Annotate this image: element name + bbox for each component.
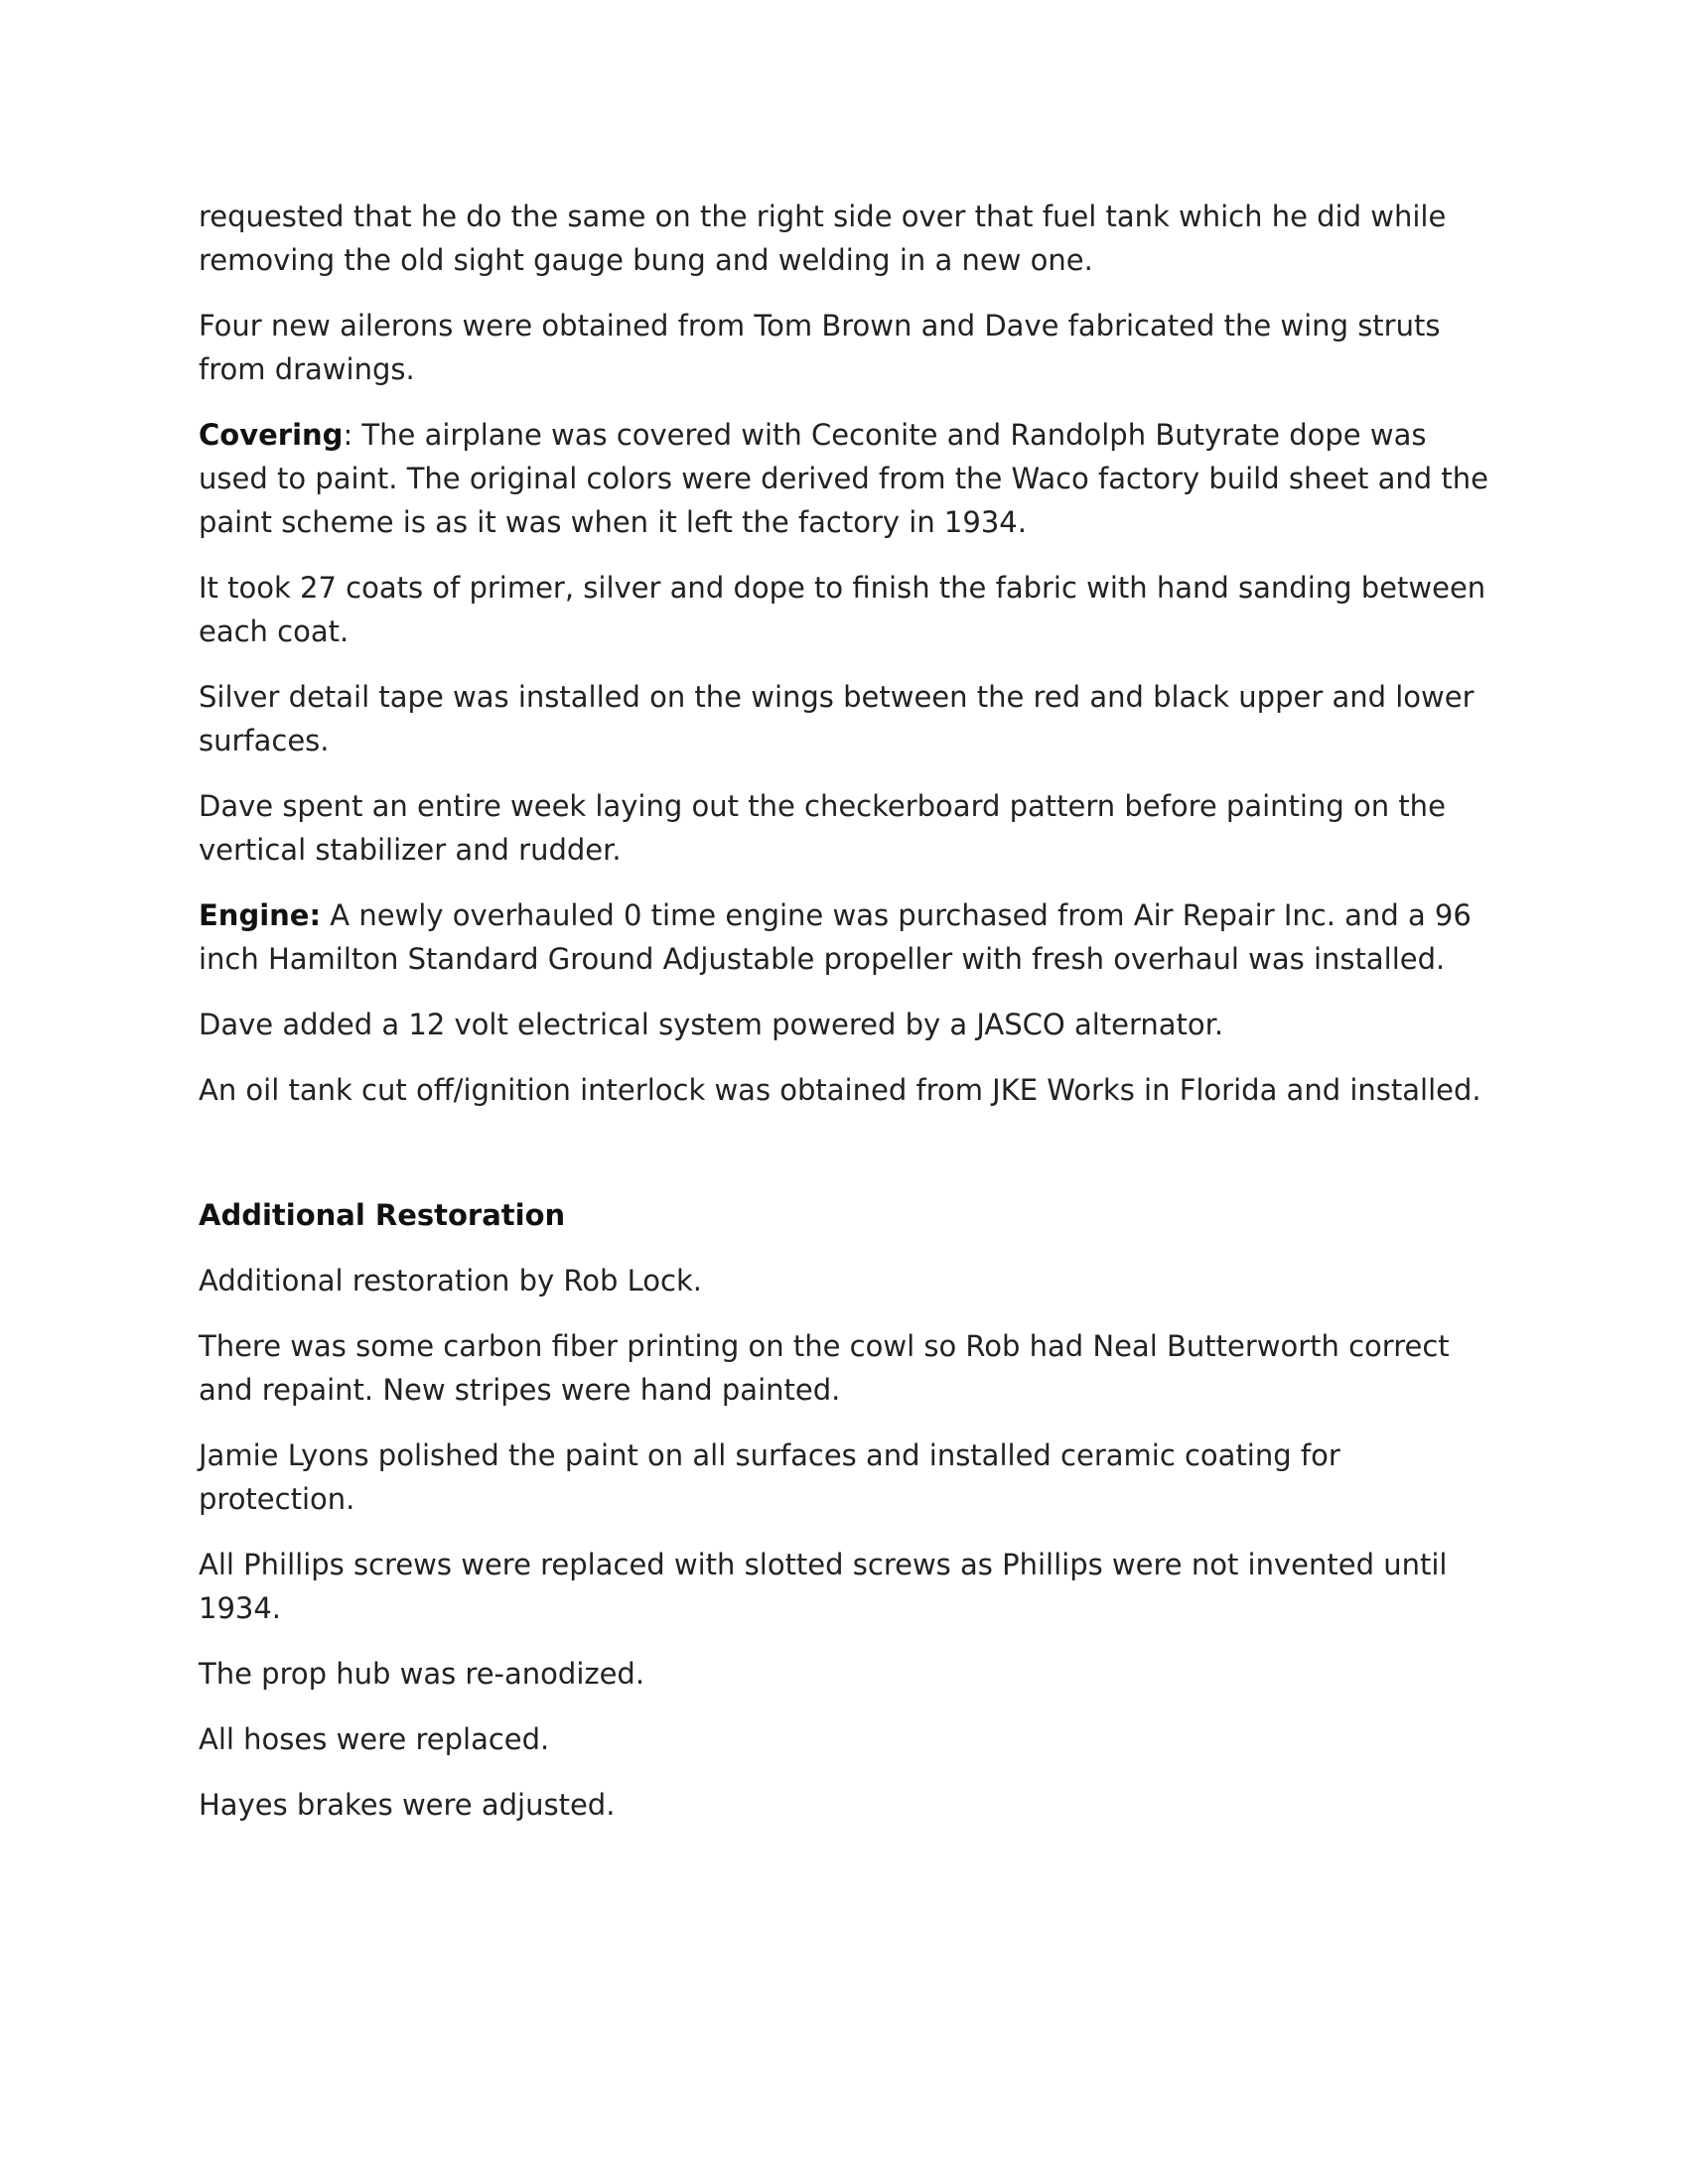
paragraph-polish: Jamie Lyons polished the paint on all surfaces and installed ceramic coating for protection. — [199, 1438, 1340, 1516]
paragraph-checkerboard: Dave spent an entire week laying out the checkerboard pattern before painting on the vertical stabilizer and rudder. — [199, 789, 1446, 867]
paragraph-brakes: Hayes brakes were adjusted. — [199, 1788, 616, 1822]
paragraph-rob-lock: Additional restoration by Rob Lock. — [199, 1264, 702, 1297]
paragraph-detail-tape: Silver detail tape was installed on the wings between the red and black upper and lower surfaces. — [199, 680, 1475, 757]
covering-text: : The airplane was covered with Ceconite and Randolph Butyrate dope was used to paint. The original colors were derived from the Waco factory build sheet and the paint scheme is as it was when it left the factory in 1934. — [199, 418, 1488, 539]
document-body — [199, 195, 1489, 1848]
paragraph-fuel-tank: requested that he do the same on the right side over that fuel tank which he did while removing the old sight gauge bung and welding in a new one. — [199, 200, 1447, 277]
paragraph-prop-hub: The prop hub was re-anodized. — [199, 1657, 645, 1691]
covering-label: Covering — [199, 418, 344, 452]
paragraph-coats: It took 27 coats of primer, silver and dope to finish the fabric with hand sanding between each coat. — [199, 571, 1486, 648]
paragraph-electrical: Dave added a 12 volt electrical system powered by a JASCO alternator. — [199, 1008, 1224, 1041]
paragraph-hoses: All hoses were replaced. — [199, 1722, 550, 1756]
section-heading-additional-restoration: Additional Restoration — [199, 1198, 566, 1232]
paragraph-engine — [199, 893, 1489, 981]
paragraph-cowl: There was some carbon fiber printing on the cowl so Rob had Neal Butterworth correct and repaint. New stripes were hand painted. — [199, 1329, 1450, 1407]
paragraph-screws: All Phillips screws were replaced with slotted screws as Phillips were not invented until 1934. — [199, 1548, 1448, 1625]
paragraph-oil-tank: An oil tank cut off/ignition interlock was obtained from JKE Works in Florida and installed. — [199, 1073, 1481, 1107]
engine-label: Engine: — [199, 898, 322, 932]
paragraph-covering — [199, 413, 1489, 544]
paragraph-ailerons: Four new ailerons were obtained from Tom Brown and Dave fabricated the wing struts from drawings. — [199, 309, 1441, 386]
engine-text: A newly overhauled 0 time engine was purchased from Air Repair Inc. and a 96 inch Hamilton Standard Ground Adjustable propeller with fresh overhaul was installed. — [199, 898, 1472, 976]
section-spacer — [199, 1134, 1489, 1193]
